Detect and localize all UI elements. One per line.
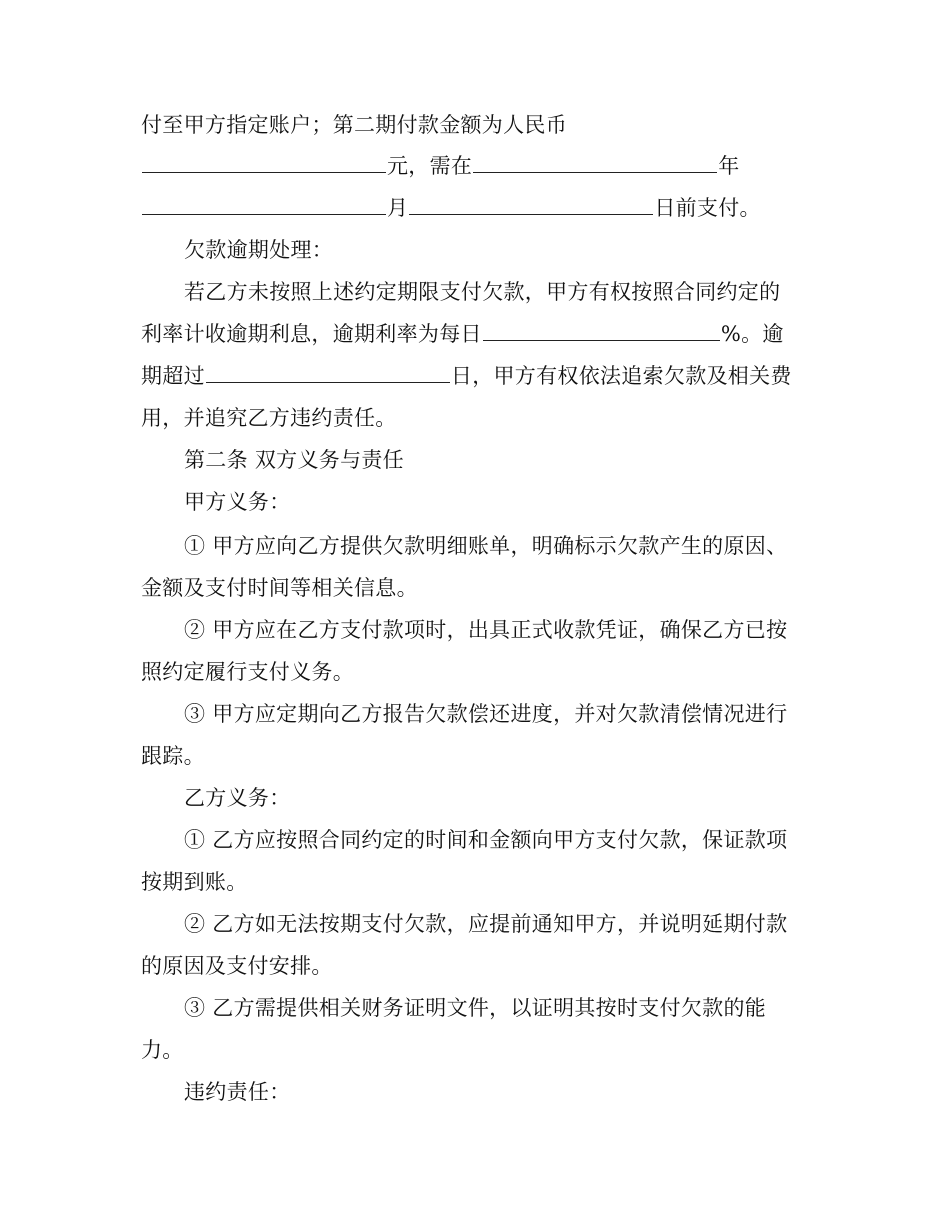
- list-item: ② 甲方应在乙方支付款项时，出具正式收款凭证，确保乙方已按: [184, 618, 788, 642]
- year-blank[interactable]: [473, 152, 717, 173]
- list-item: ③ 乙方需提供相关财务证明文件，以证明其按时支付欠款的能: [184, 996, 767, 1020]
- month-text: 月: [387, 196, 409, 220]
- breach-heading: 违约责任：: [184, 1080, 291, 1104]
- days-blank[interactable]: [206, 362, 450, 383]
- text-line: [141, 193, 811, 223]
- paragraph-line: 若乙方未按照上述约定期限支付欠款，甲方有权按照合同约定的: [184, 280, 781, 304]
- text-line: [141, 319, 811, 349]
- text-line: [141, 361, 811, 391]
- exceed-text: 期超过: [141, 364, 205, 388]
- list-item: ③ 甲方应定期向乙方报告欠款偿还进度，并对欠款清偿情况进行: [184, 702, 788, 726]
- day-blank[interactable]: [409, 194, 653, 215]
- list-item-continued: 按期到账。: [141, 870, 248, 894]
- text-line: [141, 151, 811, 181]
- list-item-continued: 力。: [141, 1038, 184, 1062]
- section-heading: 欠款逾期处理：: [184, 238, 334, 262]
- list-item: ① 甲方应向乙方提供欠款明细账单，明确标示欠款产生的原因、: [184, 534, 788, 558]
- day-text: 日前支付。: [654, 196, 761, 220]
- percent-text: %。逾: [720, 322, 784, 346]
- list-item-continued: 金额及支付时间等相关信息。: [141, 576, 418, 600]
- party-a-heading: 甲方义务：: [184, 490, 291, 514]
- list-item: ① 乙方应按照合同约定的时间和金额向甲方支付欠款，保证款项: [184, 828, 788, 852]
- list-item: ② 乙方如无法按期支付欠款，应提前通知甲方，并说明延期付款: [184, 912, 788, 936]
- month-blank[interactable]: [142, 194, 386, 215]
- list-item-continued: 的原因及支付安排。: [141, 954, 333, 978]
- article-title: 第二条 双方义务与责任: [184, 448, 404, 472]
- payment-text: 付至甲方指定账户；第二期付款金额为人民币: [141, 113, 567, 137]
- party-b-heading: 乙方义务：: [184, 786, 291, 810]
- list-item-continued: 照约定履行支付义务。: [141, 660, 354, 684]
- rate-text: 利率计收逾期利息，逾期利率为每日: [141, 322, 482, 346]
- amount-blank[interactable]: [142, 152, 386, 173]
- yuan-text: 元，需在: [387, 154, 473, 178]
- text-line: [141, 110, 811, 140]
- paragraph-line: 用，并追究乙方违约责任。: [141, 406, 397, 430]
- year-text: 年: [718, 154, 740, 178]
- list-item-continued: 跟踪。: [141, 744, 205, 768]
- rate-blank[interactable]: [483, 320, 720, 341]
- recourse-text: 日，甲方有权依法追索欠款及相关费: [450, 364, 792, 388]
